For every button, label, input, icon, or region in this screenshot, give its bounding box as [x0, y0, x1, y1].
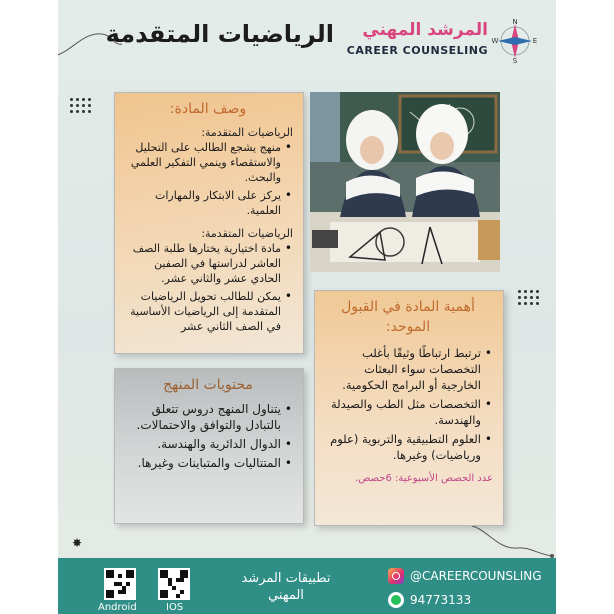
whatsapp-icon — [388, 592, 404, 608]
svg-text:E: E — [532, 37, 538, 45]
list-item: • العلوم التطبيقية والتربوية (علوم ورياضيات) وغيرها. — [323, 431, 481, 463]
list-item: • المتتاليات والمتباينات وغيرها. — [123, 455, 281, 471]
importance-card — [314, 290, 504, 526]
list-item: • منهج يشجع الطالب على التحليل والاستقصاء وينمي التفكير العلمي والبحث. — [123, 140, 281, 185]
importance-title: أهمية المادة في القبول الموحد: — [341, 299, 475, 335]
qr-android-label: Android — [98, 602, 137, 613]
whatsapp-link[interactable] — [388, 590, 542, 610]
description-title: وصف المادة: — [169, 101, 247, 117]
logo — [346, 18, 542, 66]
svg-text:W: W — [492, 37, 499, 45]
contents-card — [114, 368, 304, 524]
description-section2-heading: الرياضيات المتقدمة: — [201, 227, 293, 240]
decorative-dots-left — [70, 98, 91, 113]
description-card — [114, 92, 304, 354]
poster — [58, 0, 556, 614]
logo-english-text: CAREER COUNSELING — [346, 44, 488, 57]
logo-arabic-text: المرشد المهني — [362, 20, 488, 40]
description-section1-heading: الرياضيات المتقدمة: — [201, 126, 293, 139]
decorative-swirl-bottom — [468, 520, 556, 560]
list-item: • يركز على الابتكار والمهارات العلمية. — [123, 188, 281, 218]
instagram-link[interactable] — [388, 566, 542, 586]
list-item: • التخصصات مثل الطب والصيدلة والهندسة. — [323, 396, 481, 428]
qr-android-icon — [106, 570, 134, 598]
list-item: • الدوال الدائرية والهندسة. — [123, 436, 281, 452]
qr-code-ios[interactable] — [158, 568, 190, 600]
description-section2-list — [123, 241, 293, 334]
social-links — [388, 566, 542, 614]
apps-title: تطبيقات المرشد المهني — [241, 571, 331, 603]
list-item: • يتناول المنهج دروس تتعلق بالتبادل والتوافق والاحتمالات. — [123, 401, 281, 433]
whatsapp-number: 94773133 — [410, 593, 472, 607]
instagram-icon — [388, 568, 404, 584]
instagram-handle: @CAREERCOUNSLING — [410, 569, 542, 583]
students-studying-image — [310, 92, 500, 272]
footer — [58, 558, 556, 614]
qr-ios-label: IOS — [166, 602, 184, 613]
svg-text:S: S — [512, 57, 518, 64]
weekly-sessions-note: عدد الحصص الأسبوعية: 6حصص. — [355, 473, 493, 484]
page-title: الرياضيات المتقدمة — [105, 20, 334, 48]
list-item: • مادة اختيارية يختارها طلبة الصف العاشر لدراستها في الصفين الحادي عشر والثاني عشر. — [123, 241, 281, 286]
description-section1-list — [123, 140, 293, 218]
list-item: • يمكن للطالب تحويل الرياضيات المتقدمة إلى الرياضيات الأساسية في الصف الثاني عشر — [123, 289, 281, 334]
decorative-dots-right — [518, 290, 539, 305]
contents-list — [123, 401, 293, 471]
decorative-star-icon: ✸ — [72, 536, 83, 550]
qr-ios-icon — [160, 570, 188, 598]
svg-text:N: N — [512, 18, 518, 26]
list-item: • ترتبط ارتباطًا وثيقًا بأغلب التخصصات سواء البعثات الخارجية أو البرامج الحكومية. — [323, 345, 481, 393]
contents-title: محتويات المنهج — [163, 377, 253, 393]
compass-icon — [492, 18, 538, 64]
importance-list — [323, 345, 493, 463]
qr-code-android[interactable] — [104, 568, 136, 600]
